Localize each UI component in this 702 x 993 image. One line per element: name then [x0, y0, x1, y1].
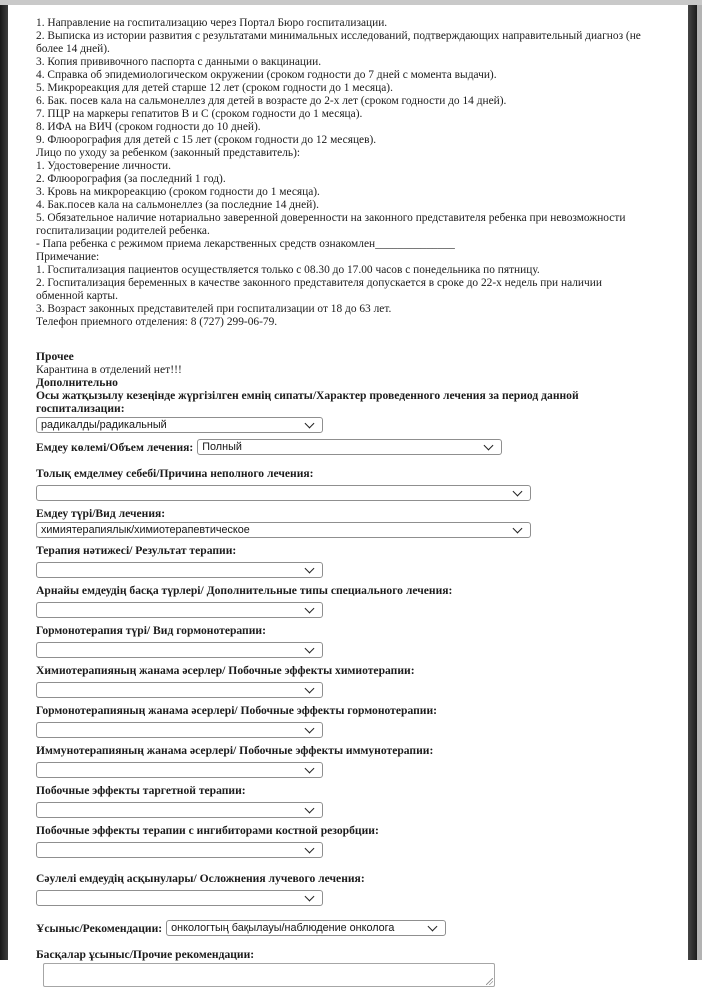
chevron-down-icon — [305, 564, 315, 574]
chevron-down-icon — [513, 524, 523, 534]
field-label-bone-resorption-side-effects: Побочные эффекты терапии с ингибиторами костной резорбции: — [36, 824, 379, 837]
form-field-chemo-side-effects — [36, 664, 668, 698]
form-field-incomplete-treatment-reason — [36, 467, 668, 501]
resize-handle-icon[interactable] — [486, 978, 493, 985]
chevron-down-icon — [305, 684, 315, 694]
form-field-treatment-nature — [36, 389, 668, 433]
form-field-additional-special-treatment — [36, 584, 668, 618]
select-radiation-complications[interactable] — [36, 890, 323, 906]
document-line: 3. Кровь на микрореакцию (сроком годности до 1 месяца). — [36, 186, 320, 198]
select-targeted-side-effects[interactable] — [36, 802, 323, 818]
screenshot-right-border — [688, 0, 697, 960]
field-label-incomplete-treatment-reason: Толық емделмеу себебі/Причина неполного лечения: — [36, 467, 314, 480]
chevron-down-icon — [305, 804, 315, 814]
select-immuno-side-effects[interactable] — [36, 762, 323, 778]
section-prochee-title: Прочее — [36, 350, 74, 363]
select-hormone-side-effects[interactable] — [36, 722, 323, 738]
select-recommendations[interactable] — [166, 920, 446, 936]
field-label-therapy-result: Терапия нәтижесі/ Результат терапии: — [36, 544, 237, 557]
document-line: 2. Госпитализация беременных в качестве законного представителя допускается в сроке до 22-х недель при наличии обменной карты. — [36, 277, 602, 302]
chevron-down-icon — [513, 487, 523, 497]
field-label-treatment-nature: Осы жатқызылу кезеңінде жүргізілген емнің сипаты/Характер проведенного лечения за период данной госпитализации: — [36, 389, 579, 415]
document-line: 4. Справка об эпидемиологическом окружении (сроком годности до 7 дней с момента выдачи). — [36, 69, 497, 81]
field-label-immuno-side-effects: Иммунотерапияның жанама әсерлері/ Побочные эффекты иммунотерапии: — [36, 744, 434, 757]
form-field-targeted-side-effects — [36, 784, 668, 818]
chevron-down-icon — [305, 892, 315, 902]
field-label-radiation-complications: Сәулелі емдеудің асқынулары/ Осложнения лучевого лечения: — [36, 872, 365, 885]
chevron-down-icon — [305, 764, 315, 774]
field-label-treatment-type: Емдеу түрі/Вид лечения: — [36, 507, 166, 520]
screenshot-top-border — [0, 0, 702, 5]
select-value-treatment-volume: Полный — [202, 441, 242, 453]
form-field-treatment-type — [36, 507, 668, 538]
form-field-recommendations — [36, 920, 668, 936]
page — [36, 17, 668, 993]
select-therapy-result[interactable] — [36, 562, 323, 578]
form-field-therapy-result — [36, 544, 668, 578]
textarea-other-recommendations[interactable] — [43, 963, 495, 987]
form-field-treatment-volume — [36, 439, 668, 455]
form-field-hormone-therapy-type — [36, 624, 668, 658]
document-line: Телефон приемного отделения: 8 (727) 299-06-79. — [36, 316, 278, 328]
document-line: 7. ПЦР на маркеры гепатитов В и С (сроком годности до 1 месяца). — [36, 108, 363, 120]
field-label-recommendations: Ұсыныс/Рекомендации: — [36, 921, 163, 935]
chevron-down-icon — [428, 922, 438, 932]
field-label-other-recommendations: Басқалар ұсыныс/Прочие рекомендации: — [36, 948, 255, 961]
form-field-radiation-complications — [36, 872, 668, 906]
hospital-form — [36, 389, 668, 987]
section-dopolnitelno-title: Дополнительно — [36, 376, 118, 389]
chevron-down-icon — [305, 844, 315, 854]
document-line: 1. Направление на госпитализацию через Портал Бюро госпитализации. — [36, 17, 388, 29]
field-label-hormone-side-effects: Гормонотерапияның жанама әсерлері/ Побочные эффекты гормонотерапии: — [36, 704, 438, 717]
select-value-treatment-type: химиятерапиялык/химиотерапевтическое — [41, 524, 250, 536]
field-label-treatment-volume: Емдеу көлемі/Объем лечения: — [36, 440, 194, 454]
form-field-hormone-side-effects — [36, 704, 668, 738]
field-label-additional-special-treatment: Арнайы емдеудің басқа түрлері/ Дополнительные типы специального лечения: — [36, 584, 453, 597]
document-line: 1. Удостоверение личности. — [36, 160, 171, 172]
select-additional-special-treatment[interactable] — [36, 602, 323, 618]
document-line: 9. Флюорография для детей с 15 лет (сроком годности до 12 месяцев). — [36, 134, 377, 146]
document-line: 2. Выписка из истории развития с результатами минимальных исследований, подтверждающих направительный диагноз (не более 14 дней). — [36, 30, 641, 55]
document-line: 5. Обязательное наличие нотариально заверенной доверенности на законного представителя ребенка при невозможности госпитализации родителей ребенка. — [36, 212, 626, 237]
select-value-recommendations: онкологтың бақылауы/наблюдение онколога — [171, 922, 395, 934]
chevron-down-icon — [305, 604, 315, 614]
document-line: 4. Бак.посев кала на сальмонеллез (за последние 14 дней). — [36, 199, 319, 211]
select-bone-resorption-side-effects[interactable] — [36, 842, 323, 858]
info-sections — [36, 350, 668, 389]
document-line: - Папа ребенка с режимом приема лекарственных средств ознакомлен______________ — [36, 238, 455, 250]
document-line: 5. Микрореакция для детей старше 12 лет (сроком годности до 1 месяца). — [36, 82, 393, 94]
document-line: 6. Бак. посев кала на сальмонеллез для детей в возрасте до 2-х лет (сроком годности до 14 дней). — [36, 95, 507, 107]
form-field-other-recommendations — [36, 948, 668, 987]
select-treatment-volume[interactable] — [197, 439, 502, 455]
field-label-targeted-side-effects: Побочные эффекты таргетной терапии: — [36, 784, 246, 797]
select-chemo-side-effects[interactable] — [36, 682, 323, 698]
document-line: 3. Копия прививочного паспорта с данными о вакцинации. — [36, 56, 322, 68]
field-label-chemo-side-effects: Химиотерапияның жанама әсерлер/ Побочные эффекты химиотерапии: — [36, 664, 415, 677]
chevron-down-icon — [484, 441, 494, 451]
chevron-down-icon — [305, 644, 315, 654]
screenshot-right-edge — [697, 0, 702, 960]
document-line: Примечание: — [36, 251, 100, 263]
form-field-bone-resorption-side-effects — [36, 824, 668, 858]
document-line: 3. Возраст законных представителей при госпитализации от 18 до 63 лет. — [36, 303, 392, 315]
document-text — [36, 17, 652, 329]
chevron-down-icon — [305, 724, 315, 734]
select-hormone-therapy-type[interactable] — [36, 642, 323, 658]
screenshot-left-border — [0, 0, 8, 960]
select-incomplete-treatment-reason[interactable] — [36, 485, 531, 501]
document-line: 2. Флюорография (за последний 1 год). — [36, 173, 226, 185]
form-field-immuno-side-effects — [36, 744, 668, 778]
chevron-down-icon — [305, 419, 315, 429]
field-label-hormone-therapy-type: Гормонотерапия түрі/ Вид гормонотерапии: — [36, 624, 266, 637]
select-treatment-nature[interactable] — [36, 417, 323, 433]
select-value-treatment-nature: радикалды/радикальный — [41, 419, 167, 431]
document-line: 8. ИФА на ВИЧ (сроком годности до 10 дней). — [36, 121, 261, 133]
select-treatment-type[interactable] — [36, 522, 531, 538]
document-line: 1. Госпитализация пациентов осуществляется только с 08.30 до 17.00 часов с понедельника по пятницу. — [36, 264, 540, 276]
section-quarantine-note: Карантина в отделений нет!!! — [36, 363, 182, 376]
document-line: Лицо по уходу за ребенком (законный представитель): — [36, 147, 301, 159]
